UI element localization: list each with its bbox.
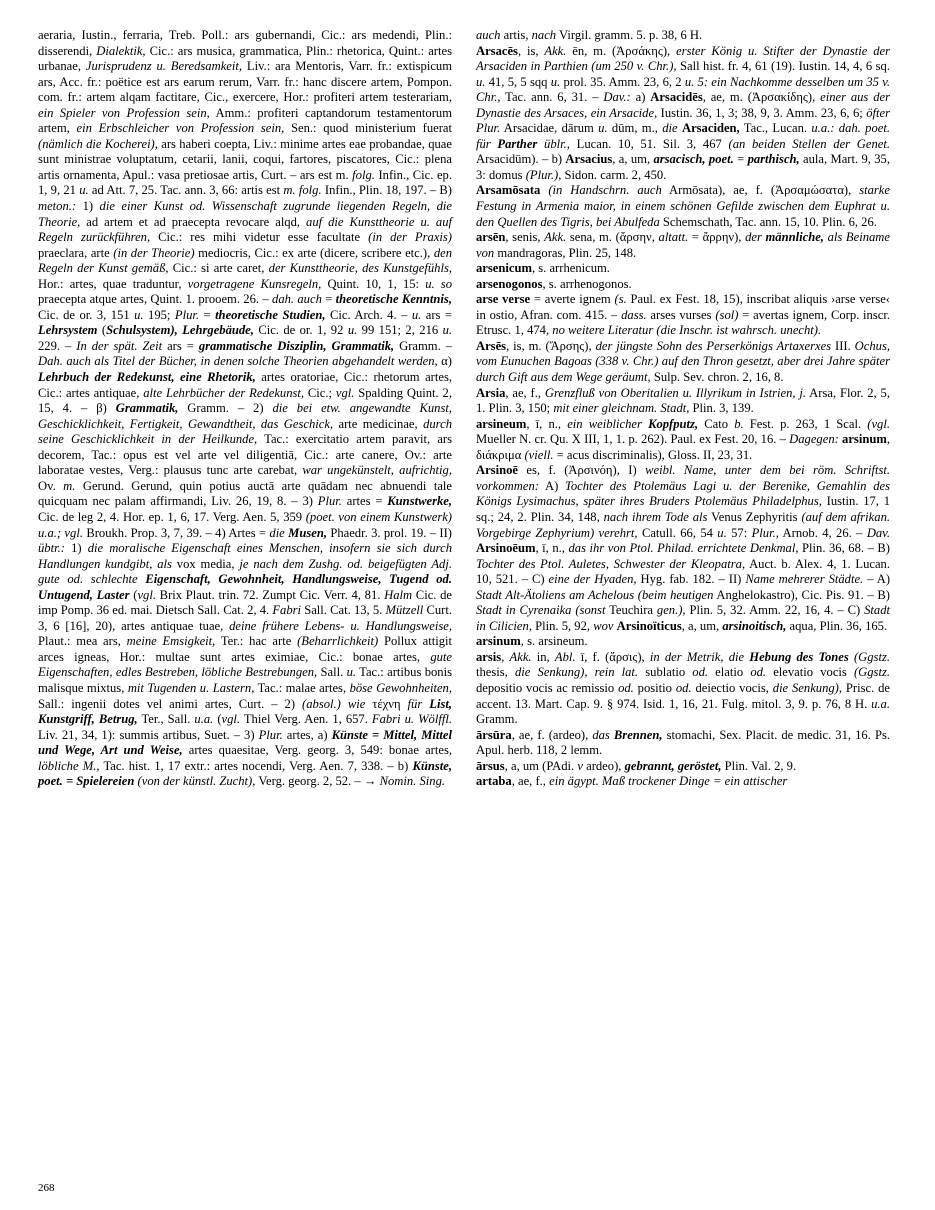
entry-arsus: ārsus, a, um (PAdi. v ardeo), gebrannt, geröstet, Plin. Val. 2, 9. [476,758,797,773]
entry-arse-verse: arse verse = averte ignem (s. Paul. ex Fest. 18, 15), inscribat aliquis ›arse verse‹ in ostio, Afran. com. 415. – dass. arses vurses (sol) = avertas ignem, Corp. inscr. Etrusc. 1, 474, no weitere Literatur (die Inschr. ist wahrsch. unecht). [476,292,891,338]
entry-arsenogonos: arsenogonos, s. arrhenogonos. [476,276,632,291]
entry-arsen: arsēn, senis, Akk. sena, m. (ἄρσην, altatt. = ἄρρην), der männliche, als Beiname von mandragoras, Plin. 25, 148. [476,230,890,260]
entry-arsica-continuation: auch artis, nach Virgil. gramm. 5. p. 38, 6 H. [476,28,703,42]
right-column [476,28,890,1158]
entry-arsamosata: Arsamōsata (in Handschrn. auch Armōsata), ae, f. (Ἀρσαμώσατα), starke Festung in Armenia maior, in einem schönen Gefilde zwischen dem Euphrat u. den Quellen des Tigris, bei Abulfeda Schemschath, Tac. ann. 15, 10. Plin. 6, 26. [476,183,890,229]
entry-arsenicum: arsenicum, s. arrhenicum. [476,261,610,276]
entry-arses: Arsēs, is, m. (Ἄρσης), der jüngste Sohn des Perserkönigs Artaxerxes III. Ochus, vom Eunuchen Bagoas (338 v. Chr.) auf den Thron gesetzt, aber drei Jahre später durch Gift aus dem Wege geräumt, Sulp. Sev. chron. 2, 16, 8. [476,338,890,385]
entry-arsis: arsis, Akk. in, Abl. ī, f. (ἄρσις), in der Metrik, die Hebung des Tones (Ggstz. thesis, die Senkung), rein lat. sublatio od. elatio od. elevatio vocis (Ggstz. depositio vocis ac remissio od. positio od. deiectio vocis, die Senkung), Prisc. de accent. 13. Mart. Cap. 9. § 974. Isid. 1, 16, 21. Fulg. mitol. 3, 9. p. 76, 8 H. u.a. Gramm. [476,649,891,727]
two-column-layout [38,28,901,1158]
entry-arsinum: arsinum, s. arsineum. [476,634,588,649]
entry-arsura: ārsūra, ae, f. (ardeo), das Brennen, stomachi, Sex. Placit. de medic. 31, 16. Ps. Apul. herb. 118, 2 lemm. [476,727,891,758]
entry-arsia: Arsia, ae, f., Grenzfluß von Oberitalien u. Illyrikum in Istrien, j. Arsa, Flor. 2, 5, 1. Plin. 3, 150; mit einer gleichnam. Stadt, Plin. 3, 139. [476,385,890,416]
column-text-block: aeraria, Iustin., ferraria, Treb. Poll.: ars gubernandi, Cic.: ars medendi, Plin.: disserendi, Dialektik, Cic.: ars musica, grammatica, Plin.: rhetorica, Quint.: artes urbanae, Jurisprudenz u. Beredsamkeit, Liv.: ara Mentoris, Varr. fr.: extispicum ars, Acc. fr.: poëtice est ars earum rerum, Varr. fr.: hanc discere artem, Pompon. com. fr.: artem alqam factitare, Cic., exercere, Hor.: profiteri artem testerariam, ein Spieler von Profession sein, Amm.: profiteri captandorum testamentorum artem, ein Erbschleicher von Profession sein, Sen.: quod ministerium fuerat (nämlich die Kocherei), ars haberi coepta, Liv.: minime artes eae probandae, quae sunt ministrae voluptatum, cetarii, lanii, coqui, fartores, piscatores, Cic.: plena artis ornamenta, Apul.: vasa pretiosae artis, Curt. – ars est m. folg. Infin., Cic. ep. 1, 9, 21 u. ad Att. 7, 25. Tac. ann. 3, 66: artis est m. folg. Infin., Plin. 18, 197. – B) meton.: 1) die einer Kunst od. Wissenschaft zugrunde liegenden Regeln, die Theorie, ad artem et ad praecepta revocare alqd, auf die Kunsttheorie u. auf Regeln zurückführen, Cic.: res mihi videtur esse facultate (in der Praxis) praeclara, arte (in der Theorie) mediocris, Cic.: ex arte (dicere, scribere etc.), den Regeln der Kunst gemäß, Cic.: si arte caret, der Kunsttheorie, des Kunstgefühls, Hor.: artes, quae traduntur, vorgetragene Kunsregeln, Quint. 10, 1, 15: u. so praecepta atque artes, Quint. 1. prooem. 26. – dah. auch = theoretische Kenntnis, Cic. de or. 3, 151 u. 195; Plur. = theoretische Studien, Cic. Arch. 4. – u. ars = Lehrsystem (Schulsystem), Lehrgebäude, Cic. de or. 1, 92 u. 99 151; 2, 216 u. 229. – In der spät. Zeit ars = grammatische Disziplin, Grammatik, Gramm. – Dah. auch als Titel der Bücher, in denen solche Theorien abgehandelt werden, α) Lehrbuch der Redekunst, eine Rhetorik, artes oratoriae, Cic.: rhetorum artes, Cic.: artes antiquae, alte Lehrbücher der Redekunst, Cic.; vgl. Spalding Quint. 2, 15, 4. – β) Grammatik, Gramm. – 2) die bei etw. angewandte Kunst, Geschicklichkeit, Fertigkeit, Gewandtheit, das Geschick, arte medicinae, durch seine Geschicklichkeit in der Heilkunde, Tac.: exercitatio artem paravit, ars decorem, Tac.: opus est vel arte vel diligentiā, Cic.: arte canere, Ov.: arte laboratae vestes, Verg.: plausus tunc arte carebat, war ungekünstelt, aufrichtig, Ov. m. Gerund. Gerund, quin potius auctā arte quādam nec abnuendi tale quicquam nec palam affirmandi, Liv. 26, 19, 8. – 3) Plur. artes = Kunstwerke, Cic. de leg 2, 4. Hor. ep. 1, 6, 17. Verg. Aen. 5, 359 (poet. von einem Kunstwerk) u.a.; vgl. Broukh. Prop. 3, 7, 39. – 4) Artes = die Musen, Phaedr. 3. prol. 19. – II) übtr.: 1) die moralische Eigenschaft eines Menschen, insofern sie sich durch Handlungen kundgibt, als vox media, je nach dem Zushg. od. beigefügten Adj. gute od. schlechte Eigenschaft, Gewohnheit, Handlungsweise, Tugend od. Untugend, Laster (vgl. Brix Plaut. trin. 72. Zumpt Cic. Verr. 4, 81. Halm Cic. de imp Pomp. 36 ed. mai. Dietsch Sall. Cat. 2, 4. Fabri Sall. Cat. 13, 5. Mützell Curt. 3, 6 [16], 20), artes antiquae tuae, deine frühere Lebens- u. Handlungsweise, Plaut.: mea ars, meine Emsigkeit, Ter.: hac arte (Beharrlichkeit) Pollux attigit arces igneas, Hor.: multae sunt artes eximiae, Cic.: bonae artes, gute Eigenschaften, edles Bestreben, löbliche Bestrebungen, Sall. u. Tac.: artibus bonis malisque mixtus, mit Tugenden u. Lastern, Tac.: malae artes, böse Gewohnheiten, Sall.: ingenii dotes vel animi artes, Curt. – 2) (absol.) wie τέχνη für List, Kunstgriff, Betrug, Ter., Sall. u.a. (vgl. Thiel Verg. Aen. 1, 657. Fabri u. Wölffl. Liv. 21, 34, 1): summis artibus, Suet. – 3) Plur. artes, a) Künste = Mittel, Mittel und Wege, Art und Weise, artes quaesitae, Verg. georg. 3, 549: bonae artes, löbliche M., Tac. hist. 1, 17 extr.: artes nocendi, Verg. Aen. 7, 338. – b) Künste, poet. = Spielereien (von der künstl. Zucht), Verg. georg. 2, 52. – → Nomin. Sing. [38,28,453,789]
entry-artaba: artaba, ae, f., ein ägypt. Maß trockener Dinge = ein attischer [476,774,788,789]
entry-arsinoe: Arsinoē es, f. (Ἀρσινόη), I) weibl. Name, unter dem bei röm. Schriftst. vorkommen: A) Tochter des Ptolemäus Lagi u. der Berenike, Gemahlin des Königs Lysimachus, später ihres Bruders Ptolemäus Philadelphus, Iustin. 17, 1 sq.; 24, 2. Plin. 34, 148, nach ihrem Tode als Venus Zephyritis (auf dem afrikan. Vorgebirge Zephyrium) verehrt, Catull. 66, 54 u. 57: Plur., Arnob. 4, 26. – Dav. Arsinoēum, ī, n., das ihr von Ptol. Philad. errichtete Denkmal, Plin. 36, 68. – B) Tochter des Ptol. Auletes, Schwester der Kleopatra, Auct. b. Alex. 4, 1. Lucan. 10, 521. – C) eine der Hyaden, Hyg. fab. 182. – II) Name mehrerer Städte. – A) Stadt Alt-Ätoliens am Achelous (beim heutigen Anghelokastro), Cic. Pis. 91. – B) Stadt in Cyrenaika (sonst Teuchira gen.), Plin. 5, 32. Amm. 22, 16, 4. – C) Stadt in Cilicien, Plin. 5, 92, wov Arsinoïticus, a, um, arsinoitisch, aqua, Plin. 36, 165. [476,463,891,633]
left-column [38,28,452,1158]
entry-arsaces: Arsacēs, is, Akk. ēn, m. (Ἀρσάκης), erster König u. Stifter der Dynastie der Arsaciden in Parthien (um 250 v. Chr.), Sall hist. fr. 4, 61 (19). Iustin. 14, 4, 6 sq. u. 41, 5, 5 sqq u. prol. 35. Amm. 23, 6, 2 u. 5: ein Nachkomme desselben um 35 v. Chr., Tac. ann. 6, 31. – Dav.: a) Arsacidēs, ae, m. (Ἀρσακίδης), einer aus der Dynastie des Arsaces, ein Arsacide, Iustin. 36, 1, 3; 38, 9, 3. Amm. 23, 6, 6; öfter Plur. Arsacidae, dārum u. dūm, m., die Arsaciden, Tac., Lucan. u.a.: dah. poet. für Parther üblr., Lucan. 10, 51. Sil. 3, 467 (an beiden Stellen der Genet. Arsacidūm). – b) Arsacius, a, um, arsacisch, poet. = parthisch, aula, Mart. 9, 35, 3: domus (Plur.), Sidon. carm. 2, 450. [476,43,891,182]
page-number: 268 [38,1182,55,1194]
entry-arsineum: arsineum, ī, n., ein weiblicher Kopfputz, Cato b. Fest. p. 263, 1 Scal. (vgl. Mueller N. cr. Qu. X III, 1, 1. p. 262). Paul. ex Fest. 20, 16. – Dagegen: arsinum, διάκριμα (viell. = acus discriminalis), Gloss. II, 23, 31. [476,416,890,462]
